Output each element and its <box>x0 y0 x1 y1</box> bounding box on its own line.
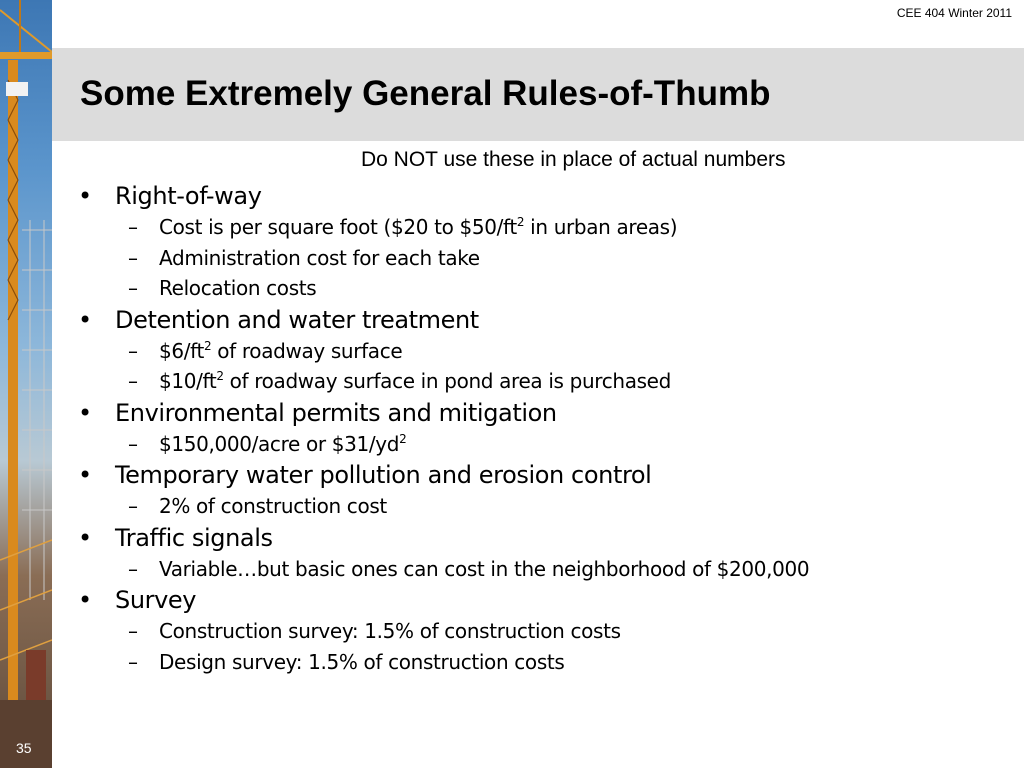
construction-crane-image <box>0 0 52 768</box>
sub-bullet-text: $150,000/acre or $31/yd <box>159 431 400 456</box>
bullet-marker: • <box>78 586 92 614</box>
dash-marker: – <box>128 338 138 363</box>
sub-bullet-text: Variable…but basic ones can cost in the neighborhood of $200,000 <box>159 556 810 581</box>
sub-bullet-text: 2% of construction cost <box>159 494 387 518</box>
slide-number: 35 <box>16 740 32 756</box>
bullet-item <box>78 584 1008 616</box>
bullet-heading: Right-of-way <box>115 182 262 210</box>
bullet-heading: Temporary water pollution and erosion control <box>115 461 652 489</box>
sub-bullet-item <box>78 212 1008 243</box>
side-photo-strip <box>0 0 52 768</box>
sub-bullet-text-tail: of roadway surface in pond area is purchased <box>223 369 671 393</box>
sub-bullet-text-tail: of roadway surface <box>211 338 403 363</box>
bullet-marker: • <box>78 305 92 334</box>
dash-marker: – <box>128 431 138 456</box>
sub-bullet-item <box>78 616 1008 647</box>
sub-bullet-text: $6/ft <box>159 338 204 363</box>
bullet-list <box>78 180 1008 677</box>
sub-bullet-item <box>78 243 1008 274</box>
title-band <box>52 48 1024 141</box>
bullet-item <box>78 522 1008 554</box>
dash-marker: – <box>128 215 138 239</box>
bullet-item <box>78 180 1008 212</box>
dash-marker: – <box>128 276 138 300</box>
bullet-marker: • <box>78 398 92 427</box>
sub-bullet-text: Relocation costs <box>159 276 317 300</box>
bullet-item <box>78 397 1008 429</box>
sub-bullet-item <box>78 336 1008 367</box>
dash-marker: – <box>128 494 138 518</box>
bullet-heading: Environmental permits and mitigation <box>115 398 557 427</box>
dash-marker: – <box>128 649 138 674</box>
bullet-item <box>78 304 1008 336</box>
sub-bullet-item <box>78 491 1008 522</box>
bullet-item <box>78 459 1008 491</box>
dash-marker: – <box>128 245 138 270</box>
dash-marker: – <box>128 556 138 581</box>
sub-bullet-item <box>78 273 1008 304</box>
disclaimer-note: Do NOT use these in place of actual numbers <box>361 148 786 171</box>
sub-bullet-text: Cost is per square foot ($20 to $50/ft <box>159 215 517 239</box>
sub-bullet-text: Design survey: 1.5% of construction costs <box>159 649 565 674</box>
bullet-heading: Survey <box>115 586 197 614</box>
sub-bullet-item <box>78 366 1008 397</box>
bullet-marker: • <box>78 523 92 552</box>
superscript: 2 <box>203 338 212 353</box>
bullet-heading: Traffic signals <box>115 523 273 552</box>
sub-bullet-text: Administration cost for each take <box>159 245 480 270</box>
sub-bullet-item <box>78 429 1008 460</box>
slide-title: Some Extremely General Rules-of-Thumb <box>80 74 771 113</box>
sub-bullet-text-tail: in urban areas) <box>524 215 678 239</box>
superscript: 2 <box>399 431 407 446</box>
dash-marker: – <box>128 369 138 393</box>
sub-bullet-item <box>78 647 1008 678</box>
sub-bullet-text: $10/ft <box>159 369 217 393</box>
course-label: CEE 404 Winter 2011 <box>896 6 1012 20</box>
superscript: 2 <box>516 215 525 229</box>
dash-marker: – <box>128 619 138 643</box>
sub-bullet-text: Construction survey: 1.5% of construction costs <box>159 619 621 643</box>
bullet-heading: Detention and water treatment <box>115 305 479 334</box>
bullet-marker: • <box>78 461 92 489</box>
sub-bullet-item <box>78 554 1008 585</box>
bullet-marker: • <box>78 182 92 210</box>
superscript: 2 <box>216 369 224 383</box>
